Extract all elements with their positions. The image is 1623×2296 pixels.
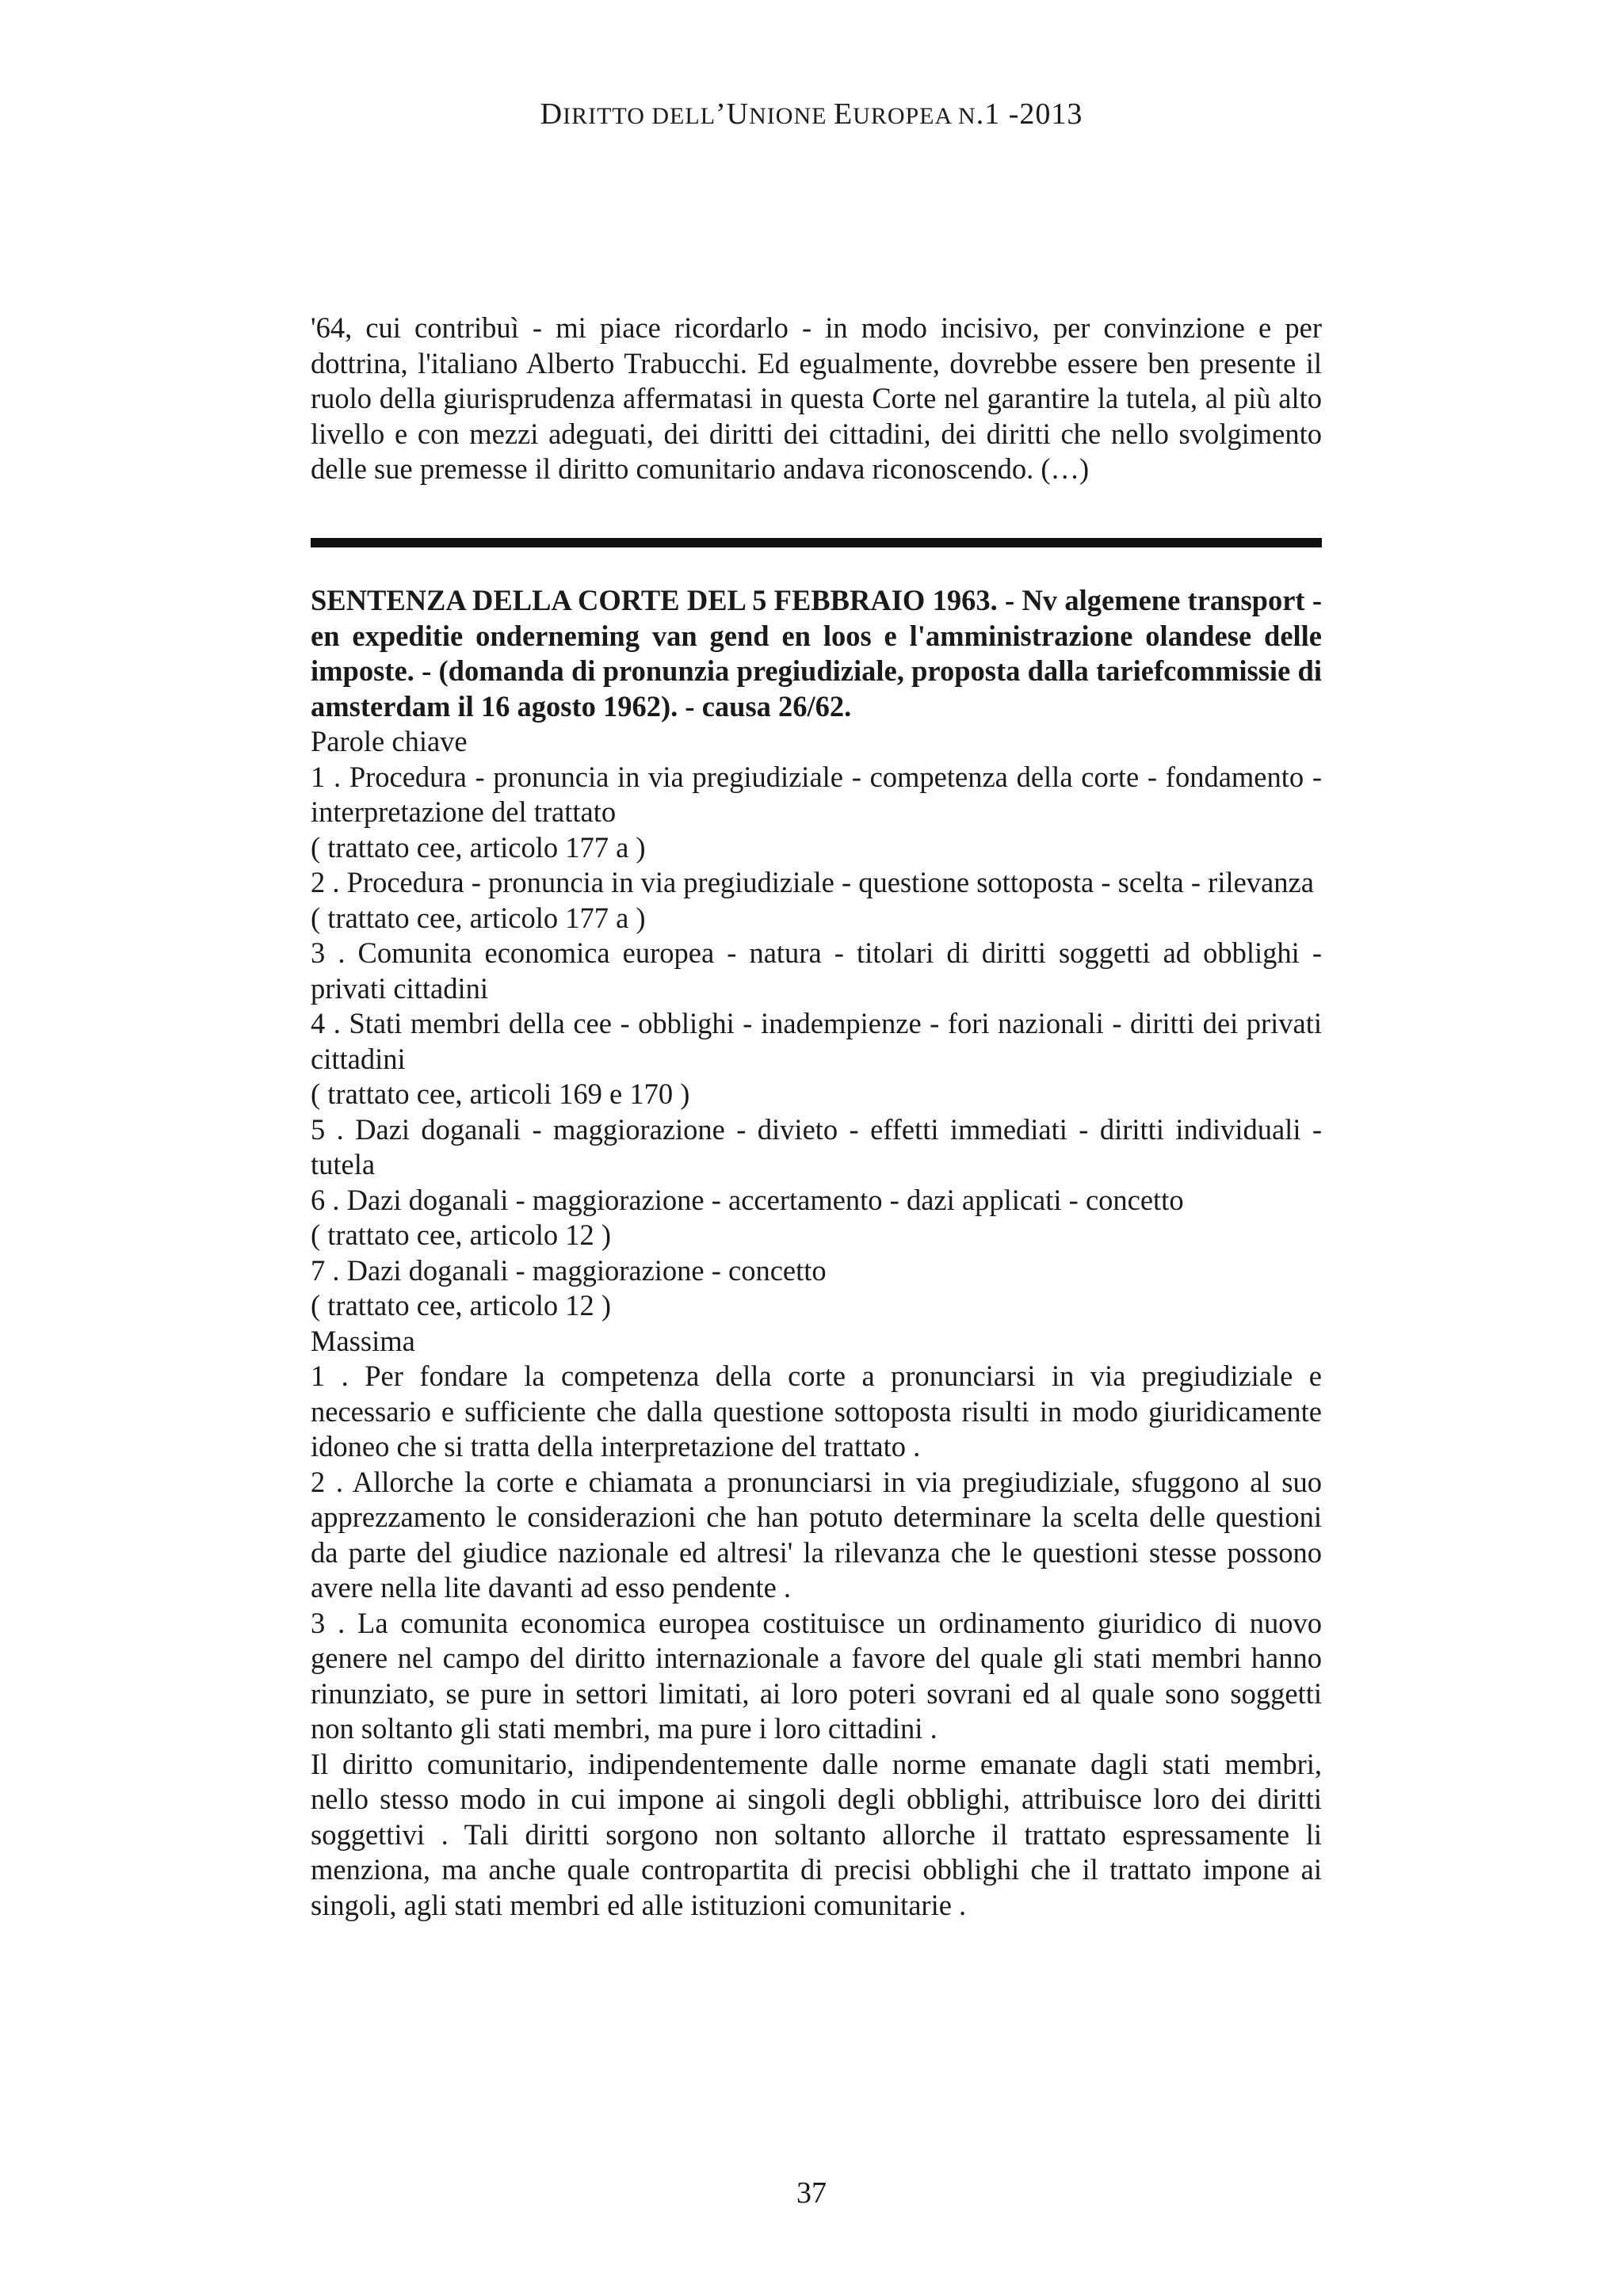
keyword-item: 5 . Dazi doganali - maggiorazione - divieto - effetti immediati - diritti individuali - tutela xyxy=(311,1112,1322,1180)
header-part: E xyxy=(833,97,854,131)
treaty-reference: ( trattato cee, articolo 12 ) xyxy=(311,1289,612,1322)
keyword-item: 1 . Procedura - pronuncia in via pregiudiziale - competenza della corte - fondamento - interpretazione del trattato xyxy=(311,760,1322,828)
header-part: NIONE xyxy=(749,103,834,129)
keyword-item: 6 . Dazi doganali - maggiorazione - accertamento - dazi applicati - concetto xyxy=(311,1183,1184,1216)
header-part: .1 -2013 xyxy=(976,97,1083,131)
keyword-item: 4 . Stati membri della cee - obblighi - inadempienze - fori nazionali - diritti dei privati cittadini xyxy=(311,1007,1322,1075)
header-part: D xyxy=(540,97,563,131)
keyword-item: 7 . Dazi doganali - maggiorazione - concetto xyxy=(311,1253,827,1287)
treaty-reference: ( trattato cee, articoli 169 e 170 ) xyxy=(311,1077,690,1110)
header-part: UROPEA N xyxy=(853,103,976,129)
header-part: ’U xyxy=(716,97,750,131)
running-header xyxy=(0,97,1623,132)
intro-paragraph: '64, cui contribuì - mi piace ricordarlo - in modo incisivo, per convinzione e per dottrina, l'italiano Alberto Trabucchi. Ed egualmente, dovrebbe essere ben presente il ruolo della giurisprudenza affermatasi in questa Corte nel garantire la tutela, al più alto livello e con mezzi adeguati, dei diritti dei cittadini, dei diritti che nello svolgimento delle sue premesse il diritto comunitario andava riconoscendo. (…) xyxy=(311,311,1322,485)
treaty-reference: ( trattato cee, articolo 12 ) xyxy=(311,1219,612,1251)
treaty-reference: ( trattato cee, articolo 177 a ) xyxy=(311,830,646,864)
decision-heading: SENTENZA DELLA CORTE DEL 5 FEBBRAIO 1963. - Nv algemene transport - en expeditie onderneming van gend en loos e l'amministrazione olandese delle imposte. - (domanda di pronunzia pregiudiziale, proposta dalla tariefcommissie di amsterdam il 16 agosto 1962). - causa 26/62. xyxy=(311,584,1322,723)
massima-paragraph: 3 . La comunita economica europea costituisce un ordinamento giuridico di nuovo genere nel campo del diritto internazionale a favore del quale gli stati membri hanno rinunziato, se pure in settori limitati, ai loro poteri sovrani ed al quale sono soggetti non soltanto gli stati membri, ma pure i loro cittadini . xyxy=(311,1606,1322,1745)
header-part: IRITTO DELL xyxy=(563,103,716,129)
section-label-parole-chiave: Parole chiave xyxy=(311,725,468,757)
massima-paragraph: Il diritto comunitario, indipendentemente dalle norme emanate dagli stati membri, nello stesso modo in cui impone ai singoli degli obblighi, attribuisce loro dei diritti soggettivi . Tali diritti sorgono non soltanto allorche il trattato espressamente li menziona, ma anche quale contropartita di precisi obblighi che il trattato impone ai singoli, agli stati membri ed alle istituzioni comunitarie . xyxy=(311,1747,1322,1921)
massima-paragraph: 1 . Per fondare la competenza della corte a pronunciarsi in via pregiudiziale e necessario e sufficiente che dalla questione sottoposta risulti in modo giuridicamente idoneo che si tratta della interpretazione del trattato . xyxy=(311,1360,1322,1463)
massima-paragraph: 2 . Allorche la corte e chiamata a pronunciarsi in via pregiudiziale, sfuggono al suo apprezzamento le considerazioni che han potuto determinare la scelta delle questioni da parte del giudice nazionale ed altresi' la rilevanza che le questioni stesse possono avere nella lite davanti ad esso pendente . xyxy=(311,1465,1322,1604)
keyword-item: 3 . Comunita economica europea - natura - titolari di diritti soggetti ad obblighi - privati cittadini xyxy=(311,936,1322,1005)
intro-section xyxy=(311,311,1322,487)
keyword-item: 2 . Procedura - pronuncia in via pregiudiziale - questione sottoposta - scelta - rilevanza xyxy=(311,866,1314,898)
treaty-reference: ( trattato cee, articolo 177 a ) xyxy=(311,901,646,934)
section-label-massima: Massima xyxy=(311,1324,415,1357)
page-number: 37 xyxy=(796,2176,827,2210)
section-divider xyxy=(311,538,1322,547)
decision-section xyxy=(311,583,1322,1923)
